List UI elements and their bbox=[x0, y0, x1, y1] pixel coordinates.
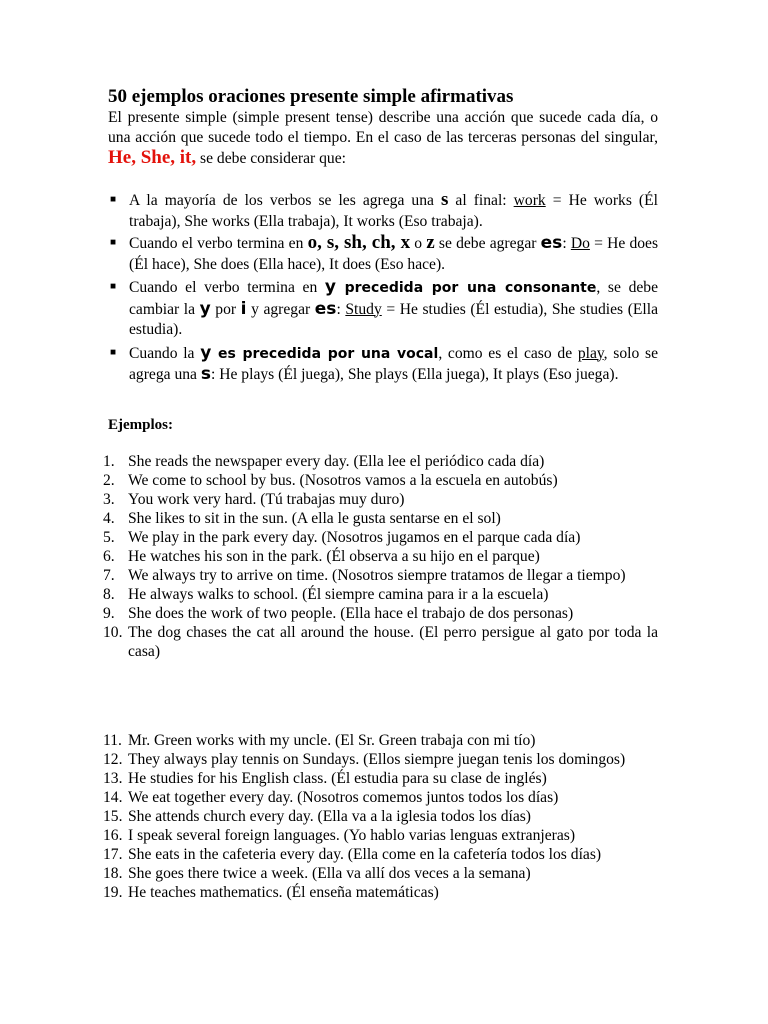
example-number: 4. bbox=[103, 510, 115, 527]
example-item bbox=[103, 826, 658, 845]
example-number: 12. bbox=[103, 751, 123, 768]
example-item bbox=[103, 788, 658, 807]
example-number: 13. bbox=[103, 770, 123, 787]
example-number: 1. bbox=[103, 453, 115, 470]
example-number: 8. bbox=[103, 586, 115, 603]
example-text: We eat together every day. (Nosotros comemos juntos todos los días) bbox=[128, 789, 559, 806]
example-number: 6. bbox=[103, 548, 115, 565]
example-item bbox=[103, 864, 658, 883]
rule-item: ■ Cuando el verbo termina en o, s, sh, ch, x o z se debe agregar es: Do = He does (Él hace), She does (Ella hace), It does (Eso hace). bbox=[110, 232, 659, 273]
example-item bbox=[103, 547, 658, 566]
rules-list bbox=[108, 190, 658, 386]
example-text: She reads the newspaper every day. (Ella lee el periódico cada día) bbox=[128, 453, 545, 470]
example-text: We play in the park every day. (Nosotros jugamos en el parque cada día) bbox=[128, 529, 581, 546]
example-item bbox=[103, 490, 658, 509]
example-text: She eats in the cafeteria every day. (Ella come en la cafetería todos los días) bbox=[128, 846, 602, 863]
example-text: She attends church every day. (Ella va a la iglesia todos los días) bbox=[128, 808, 532, 825]
rule-item: ■ A la mayoría de los verbos se les agrega una s al final: work = He works (Él trabaja), She works (Ella trabaja), It works (Eso trabaja). bbox=[110, 189, 658, 230]
example-item bbox=[103, 604, 658, 623]
example-text: He studies for his English class. (Él estudia para su clase de inglés) bbox=[128, 770, 547, 787]
example-number: 10. bbox=[103, 624, 123, 641]
example-number: 14. bbox=[103, 789, 123, 806]
examples-heading: Ejemplos: bbox=[108, 417, 173, 433]
example-text: We come to school by bus. (Nosotros vamos a la escuela en autobús) bbox=[128, 472, 558, 489]
example-item bbox=[103, 807, 658, 826]
example-text: She goes there twice a week. (Ella va allí dos veces a la semana) bbox=[128, 865, 531, 882]
example-item bbox=[103, 528, 658, 547]
intro-text: El presente simple (simple present tense) describe una acción que sucede cada día, o una acción que sucede todo el tiempo. En el caso de las terceras personas del singular, bbox=[108, 109, 658, 146]
intro-tail: se debe considerar que: bbox=[196, 150, 346, 167]
example-item bbox=[103, 731, 658, 750]
example-item bbox=[103, 769, 658, 788]
example-number: 3. bbox=[103, 491, 115, 508]
example-item bbox=[103, 471, 658, 490]
example-item bbox=[103, 585, 658, 604]
example-item bbox=[103, 509, 658, 528]
intro-highlight-comma: , bbox=[191, 147, 197, 168]
example-text: They always play tennis on Sundays. (Ellos siempre juegan tenis los domingos) bbox=[128, 751, 626, 768]
example-number: 16. bbox=[103, 827, 123, 844]
example-text: He teaches mathematics. (Él enseña matemáticas) bbox=[128, 884, 439, 901]
example-text: He watches his son in the park. (Él observa a su hijo en el parque) bbox=[128, 548, 540, 565]
example-number: 11. bbox=[103, 732, 122, 749]
bullet-icon: ■ bbox=[110, 194, 117, 205]
example-item bbox=[103, 883, 658, 902]
bullet-icon: ■ bbox=[110, 237, 117, 248]
example-text: You work very hard. (Tú trabajas muy duro) bbox=[128, 491, 405, 508]
example-item bbox=[103, 452, 658, 471]
example-item bbox=[103, 566, 658, 585]
example-text: The dog chases the cat all around the house. (El perro persigue al gato por toda la casa) bbox=[128, 624, 658, 660]
example-text: He always walks to school. (Él siempre camina para ir a la escuela) bbox=[128, 586, 549, 603]
bullet-icon: ■ bbox=[110, 281, 117, 292]
bullet-icon: ■ bbox=[110, 346, 117, 358]
rule-item: ■ Cuando el verbo termina en y precedida por una consonante, se debe cambiar la y por i y agregar es: Study = He studies (Él estudia), She studies (Ella estudia). bbox=[110, 277, 659, 338]
example-text: She likes to sit in the sun. (A ella le gusta sentarse en el sol) bbox=[128, 510, 501, 527]
example-number: 17. bbox=[103, 846, 123, 863]
intro-paragraph bbox=[108, 108, 658, 169]
example-text: We always try to arrive on time. (Nosotros siempre tratamos de llegar a tiempo) bbox=[128, 567, 626, 584]
example-number: 9. bbox=[103, 605, 115, 622]
example-number: 5. bbox=[103, 529, 115, 546]
example-number: 2. bbox=[103, 472, 115, 489]
example-item bbox=[103, 750, 658, 769]
example-text: I speak several foreign languages. (Yo hablo varias lenguas extranjeras) bbox=[128, 827, 576, 844]
intro-highlight-pronouns: He, She, it bbox=[108, 147, 192, 168]
example-number: 15. bbox=[103, 808, 123, 825]
example-text: She does the work of two people. (Ella hace el trabajo de dos personas) bbox=[128, 605, 574, 622]
example-number: 18. bbox=[103, 865, 123, 882]
document-title: 50 ejemplos oraciones presente simple afirmativas bbox=[108, 86, 514, 107]
examples-list-part2 bbox=[103, 731, 658, 902]
examples-list-part1 bbox=[103, 452, 658, 661]
example-item bbox=[103, 845, 658, 864]
example-text: Mr. Green works with my uncle. (El Sr. Green trabaja con mi tío) bbox=[128, 732, 536, 749]
rule-item: ■ Cuando la y es precedida por una vocal, como es el caso de play, solo se agrega una s: He plays (Él juega), She plays (Ella juega), It plays (Eso juega). bbox=[110, 342, 658, 384]
example-number: 7. bbox=[103, 567, 115, 584]
example-number: 19. bbox=[103, 884, 123, 901]
example-item bbox=[103, 623, 658, 661]
